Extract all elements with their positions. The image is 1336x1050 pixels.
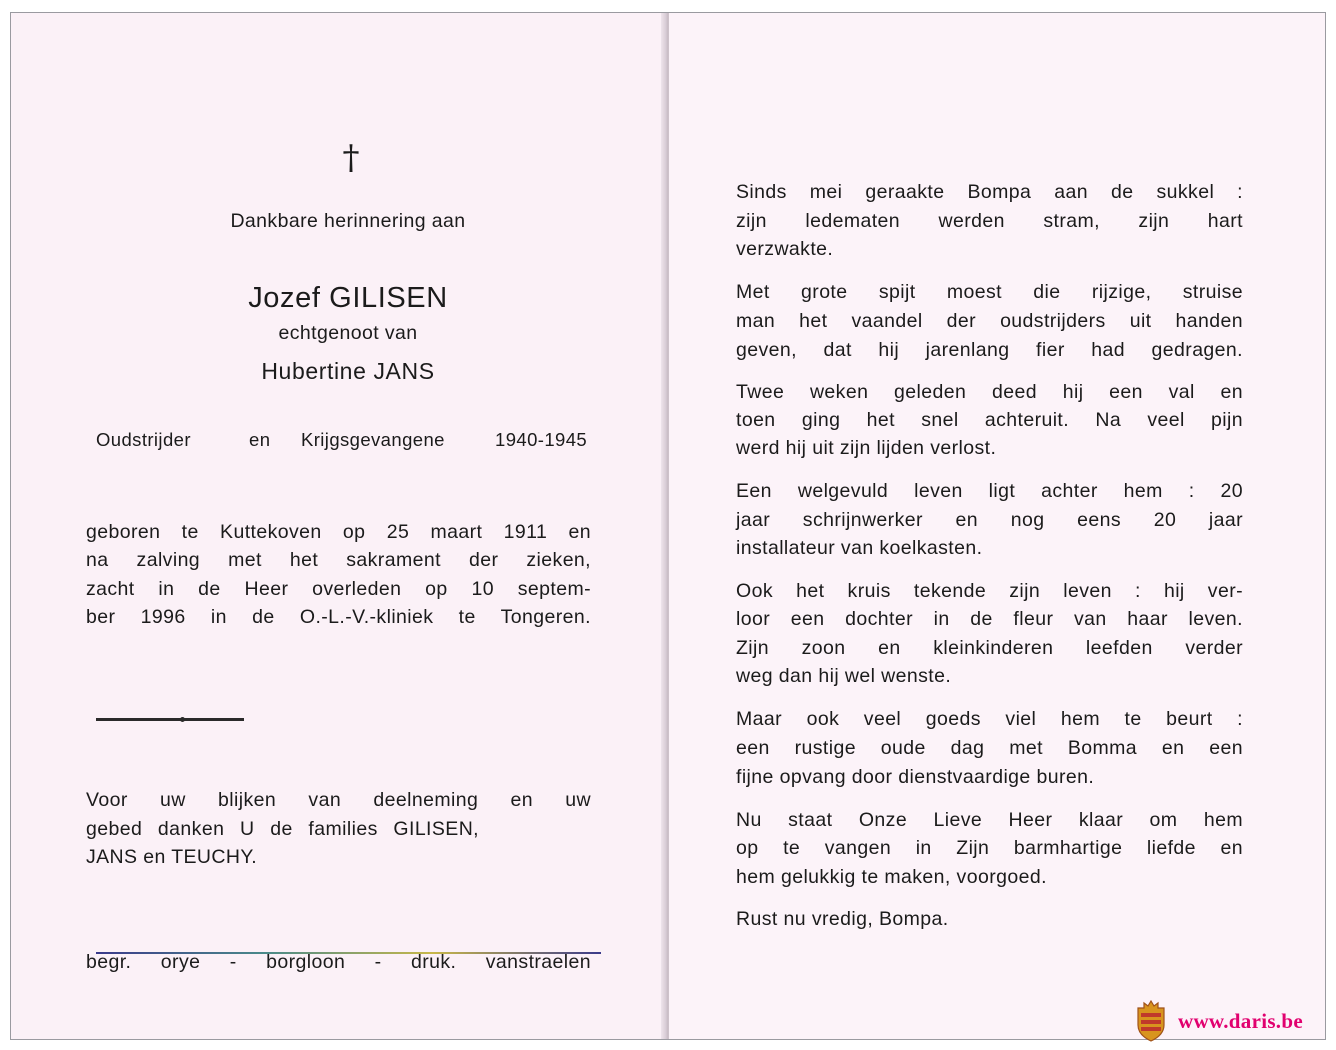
- text-line: Maar ook veel goeds viel hem te beurt :: [736, 708, 1243, 730]
- site-watermark: [1134, 996, 1303, 1046]
- divider-rule: [96, 718, 244, 721]
- and-word: en: [249, 429, 271, 450]
- veteran-word: Oudstrijder: [96, 429, 191, 450]
- text-line: zijn ledematen werden stram, zijn hart: [736, 210, 1243, 232]
- spouse-intro: echtgenoot van: [278, 322, 418, 344]
- text-line: Een welgevuld leven ligt achter hem : 20: [736, 480, 1243, 502]
- birth-line: zacht in de Heer overleden op 10 septem-: [86, 578, 591, 600]
- text-line: hem gelukkig te maken, voorgoed.: [736, 866, 1047, 888]
- text-line: Sinds mei geraakte Bompa aan de sukkel :: [736, 181, 1243, 203]
- watermark-text: www.daris.be: [1178, 1008, 1303, 1033]
- text-line: Ook het kruis tekende zijn leven : hij ver-: [736, 580, 1243, 602]
- thanks-line: Voor uw blijken van deelneming en uw: [86, 789, 591, 811]
- left-panel: [11, 13, 665, 1039]
- text-line: op te vangen in Zijn barmhartige liefde en: [736, 837, 1243, 859]
- birth-line: na zalving met het sakrament der zieken,: [86, 549, 591, 571]
- pow-word: Krijgsgevangene: [301, 429, 445, 450]
- text-line: jaar schrijnwerker en nog eens 20 jaar: [736, 509, 1243, 531]
- text-line: installateur van koelkasten.: [736, 537, 983, 559]
- text-line: geven, dat hij jarenlang fier had gedragen.: [736, 339, 1243, 361]
- intro-text: Dankbare herinnering aan: [230, 210, 466, 232]
- shield-icon: [1134, 999, 1168, 1043]
- birth-line: ber 1996 in de O.-L.-V.-kliniek te Tongeren.: [86, 606, 591, 628]
- cross-icon: †: [342, 138, 360, 178]
- printer-footer: begr. orye - borgloon - druk. vanstraelen: [86, 951, 591, 973]
- text-line: toen ging het snel achteruit. Na veel pijn: [736, 409, 1243, 431]
- spouse-name: Hubertine JANS: [261, 358, 435, 384]
- veteran-title: [96, 427, 588, 453]
- text-line: fijne opvang door dienstvaardige buren.: [736, 766, 1095, 788]
- text-line: werd hij uit zijn lijden verlost.: [736, 437, 997, 459]
- text-line: Met grote spijt moest die rijzige, struise: [736, 281, 1243, 303]
- text-line: Rust nu vredig, Bompa.: [736, 908, 949, 930]
- text-line: man het vaandel der oudstrijders uit handen: [736, 310, 1243, 332]
- text-line: verzwakte.: [736, 238, 834, 260]
- right-panel: [669, 13, 1325, 1039]
- war-years: 1940-1945: [495, 429, 588, 450]
- birth-line: geboren te Kuttekoven op 25 maart 1911 en: [86, 521, 591, 543]
- thanks-line: gebed danken U de families GILISEN,: [86, 818, 479, 840]
- thanks-line: JANS en TEUCHY.: [86, 846, 258, 868]
- text-line: loor een dochter in de fleur van haar leven.: [736, 608, 1243, 630]
- memorial-card: [10, 12, 1326, 1040]
- text-line: een rustige oude dag met Bomma en een: [736, 737, 1243, 759]
- text-line: Twee weken geleden deed hij een val en: [736, 381, 1243, 403]
- text-line: Zijn zoon en kleinkinderen leefden verder: [736, 637, 1243, 659]
- text-line: Nu staat Onze Lieve Heer klaar om hem: [736, 809, 1243, 831]
- text-line: weg dan hij wel wenste.: [736, 665, 952, 687]
- deceased-name: Jozef GILISEN: [248, 282, 448, 314]
